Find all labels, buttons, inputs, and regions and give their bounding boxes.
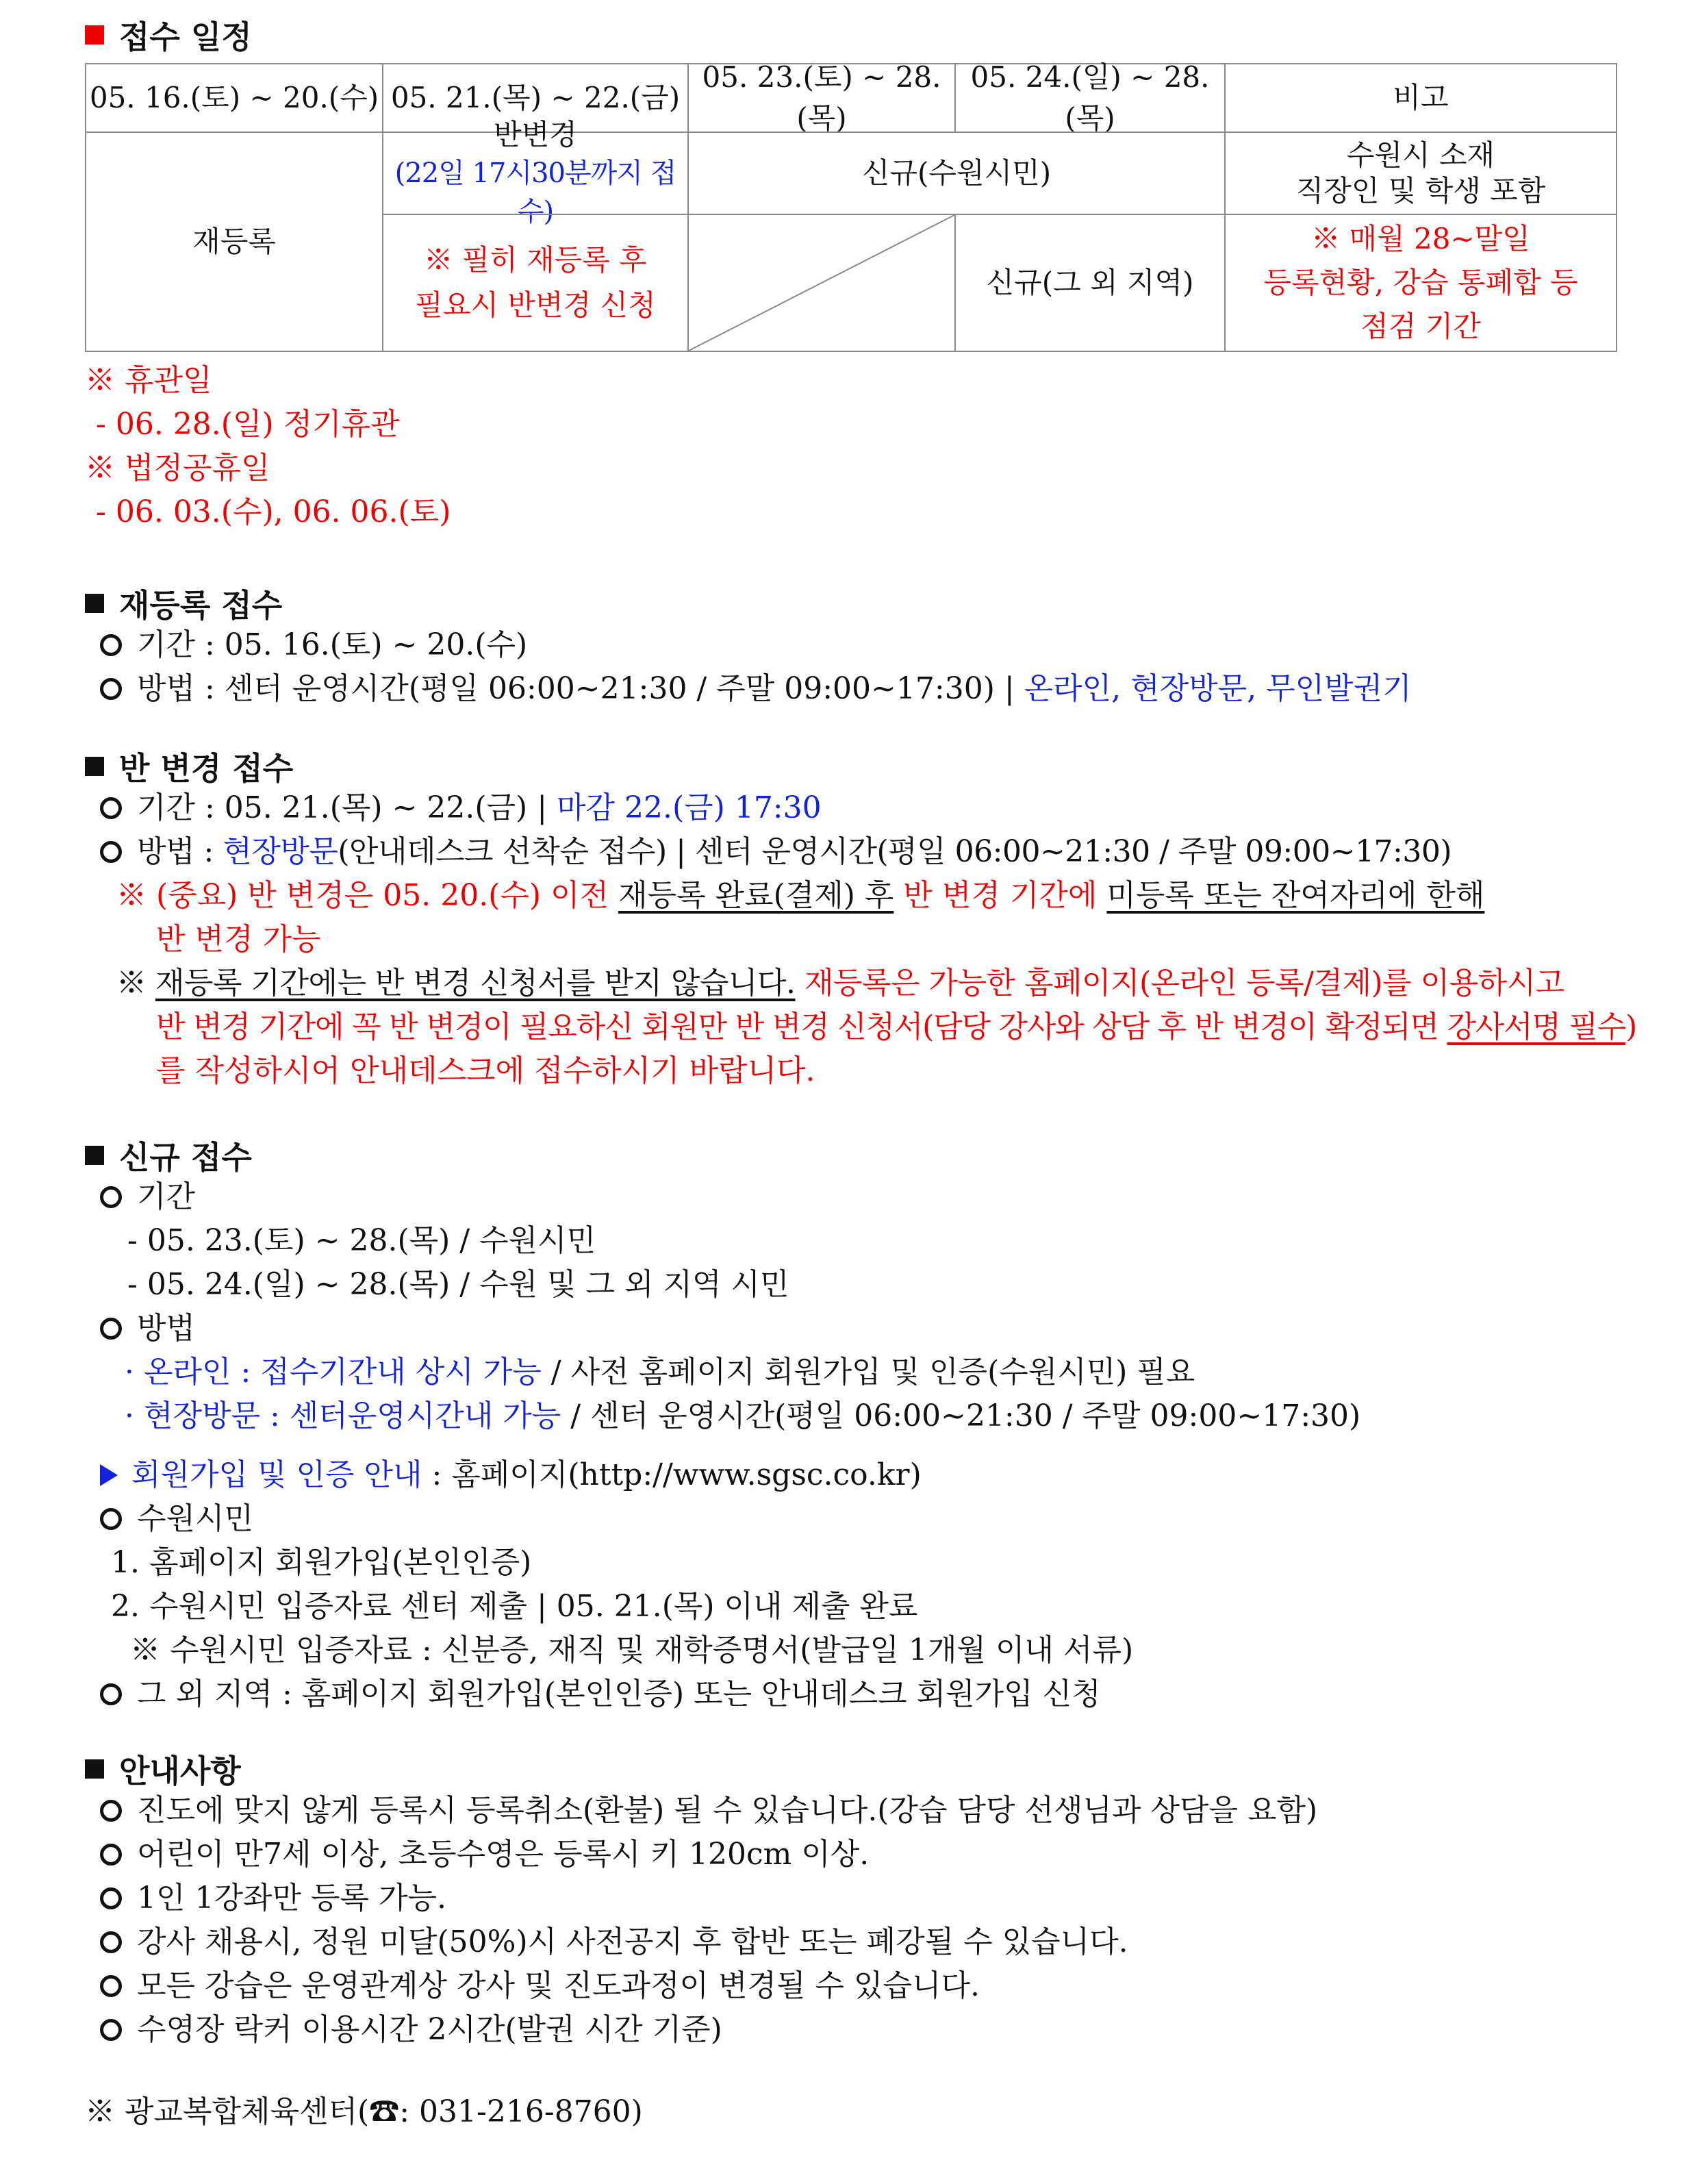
notice-item: 강사 채용시, 정원 미달(50%)시 사전공지 후 합반 또는 폐강될 수 있습니다. [100, 1922, 1128, 1963]
circle-bullet-icon [100, 1887, 122, 1909]
header-cell: 05. 24.(일) ~ 28.(목) [954, 63, 1226, 133]
circle-bullet-icon [100, 841, 122, 863]
new-suwon-cell: 신규(수원시민) [687, 131, 1226, 215]
notice-item: 1인 1강좌만 등록 가능. [100, 1878, 446, 1919]
re-registration-method: 방법 : 센터 운영시간(평일 06:00~21:30 / 주말 09:00~17:30) | 온라인, 현장방문, 무인발권기 [100, 668, 1412, 710]
notice-title: 안내사항 [85, 1746, 241, 1792]
re-register-cell: 재등록 [85, 131, 383, 352]
notice-item: 어린이 만7세 이상, 초등수영은 등록시 키 120cm 이상. [100, 1834, 869, 1875]
circle-bullet-icon [100, 678, 122, 700]
circle-bullet-icon [100, 1800, 122, 1822]
black-square-bullet-icon [85, 594, 104, 613]
circle-bullet-icon [100, 1318, 122, 1340]
circle-bullet-icon [100, 634, 122, 656]
new-method-visit: · 현장방문 : 센터운영시간내 가능 / 센터 운영시간(평일 06:00~21:30 / 주말 09:00~17:30) [125, 1398, 1361, 1433]
new-period-1: - 05. 23.(토) ~ 28.(목) / 수원시민 [127, 1223, 596, 1258]
phone-icon: ☎ [369, 2094, 400, 2129]
circle-bullet-icon [100, 2019, 122, 2041]
suwon-step-1: 1. 홈페이지 회원가입(본인인증) [111, 1545, 532, 1580]
suwon-note: ※ 수원시민 입증자료 : 신분증, 재직 및 재학증명서(발급일 1개월 이내 서류) [130, 1633, 1134, 1668]
black-square-bullet-icon [85, 1759, 104, 1779]
circle-bullet-icon [100, 1508, 122, 1530]
signup-guide: 회원가입 및 인증 안내 : 홈페이지(http://www.sgsc.co.kr) [100, 1455, 922, 1496]
circle-bullet-icon [100, 1683, 122, 1705]
class-change-period: 기간 : 05. 21.(목) ~ 22.(금) | 마감 22.(금) 17:30 [100, 788, 822, 829]
legal-holiday-title: ※ 법정공휴일 [85, 451, 270, 486]
black-square-bullet-icon [85, 757, 104, 776]
class-change-title: 반 변경 접수 [85, 744, 293, 789]
blue-triangle-icon [100, 1464, 118, 1486]
class-change-cell: 반변경 (22일 17시30분까지 접수) [382, 131, 689, 215]
new-other-cell: 신규(그 외 지역) [954, 214, 1226, 352]
class-change-note-2-cont: 반 변경 기간에 꼭 반 변경이 필요하신 회원만 반 변경 신청서(담당 강사와 상담 후 반 변경이 확정되면 강사서명 필수) [156, 1009, 1637, 1044]
closed-day-title: ※ 휴관일 [85, 363, 212, 398]
legal-holiday-item: - 06. 03.(수), 06. 06.(토) [96, 494, 451, 529]
closed-day-item: - 06. 28.(일) 정기휴관 [96, 407, 400, 442]
circle-bullet-icon [100, 1975, 122, 1997]
notice-item: 수영장 락커 이용시간 2시간(발권 시간 기준) [100, 2009, 722, 2050]
suwon-step-2: 2. 수원시민 입증자료 센터 제출 | 05. 21.(목) 이내 제출 완료 [111, 1589, 918, 1624]
schedule-title: 접수 일정 [85, 12, 252, 58]
black-square-bullet-icon [85, 1146, 104, 1165]
re-registration-period: 기간 : 05. 16.(토) ~ 20.(수) [100, 625, 527, 666]
circle-bullet-icon [100, 797, 122, 819]
new-period-label: 기간 [100, 1177, 195, 1218]
class-change-method: 방법 : 현장방문(안내데스크 선착순 접수) | 센터 운영시간(평일 06:00~21:30 / 주말 09:00~17:30) [100, 831, 1452, 873]
re-registration-title: 재등록 접수 [85, 581, 282, 626]
header-cell: 05. 21.(목) ~ 22.(금) [382, 63, 689, 133]
remark-bottom-cell: ※ 매월 28~말일 등록현황, 강습 통폐합 등 점검 기간 [1224, 214, 1617, 352]
header-cell: 05. 23.(토) ~ 28.(목) [687, 63, 956, 133]
header-cell: 비고 [1224, 63, 1617, 133]
diagonal-line [687, 214, 956, 352]
class-change-note-2: ※ 재등록 기간에는 반 변경 신청서를 받지 않습니다. 재등록은 가능한 홈페이지(온라인 등록/결제)를 이용하시고 [116, 966, 1564, 1001]
class-change-note-1: ※ (중요) 반 변경은 05. 20.(수) 이전 재등록 완료(결제) 후 반 변경 기간에 미등록 또는 잔여자리에 한해 [116, 878, 1485, 913]
empty-diagonal-cell [687, 214, 956, 352]
other-region: 그 외 지역 : 홈페이지 회원가입(본인인증) 또는 안내데스크 회원가입 신청 [100, 1674, 1101, 1715]
class-change-note-cell: ※ 필히 재등록 후 필요시 반변경 신청 [382, 214, 689, 352]
notice-item: 진도에 맞지 않게 등록시 등록취소(환불) 될 수 있습니다.(강습 담당 선생님과 상담을 요함) [100, 1790, 1317, 1831]
red-square-bullet-icon [85, 25, 104, 45]
notice-item: 모든 강습은 운영관계상 강사 및 진도과정이 변경될 수 있습니다. [100, 1966, 980, 2007]
circle-bullet-icon [100, 1844, 122, 1866]
class-change-note-2-end: 를 작성하시어 안내데스크에 접수하시기 바랍니다. [156, 1053, 815, 1088]
header-cell: 05. 16.(토) ~ 20.(수) [85, 63, 383, 133]
new-period-2: - 05. 24.(일) ~ 28.(목) / 수원 및 그 외 지역 시민 [127, 1267, 789, 1302]
class-change-note-1-cont: 반 변경 가능 [156, 922, 321, 957]
footer-contact: ※ 광교복합체육센터(☎: 031-216-8760) [85, 2094, 643, 2129]
new-registration-title: 신규 접수 [85, 1133, 252, 1178]
circle-bullet-icon [100, 1186, 122, 1208]
new-method-online: · 온라인 : 접수기간내 상시 가능 / 사전 홈페이지 회원가입 및 인증(수원시민) 필요 [125, 1355, 1195, 1390]
new-method-label: 방법 [100, 1308, 195, 1349]
remark-top-cell: 수원시 소재 직장인 및 학생 포함 [1224, 131, 1617, 215]
schedule-table [85, 60, 1617, 352]
suwon-label: 수원시민 [100, 1498, 253, 1540]
circle-bullet-icon [100, 1931, 122, 1953]
